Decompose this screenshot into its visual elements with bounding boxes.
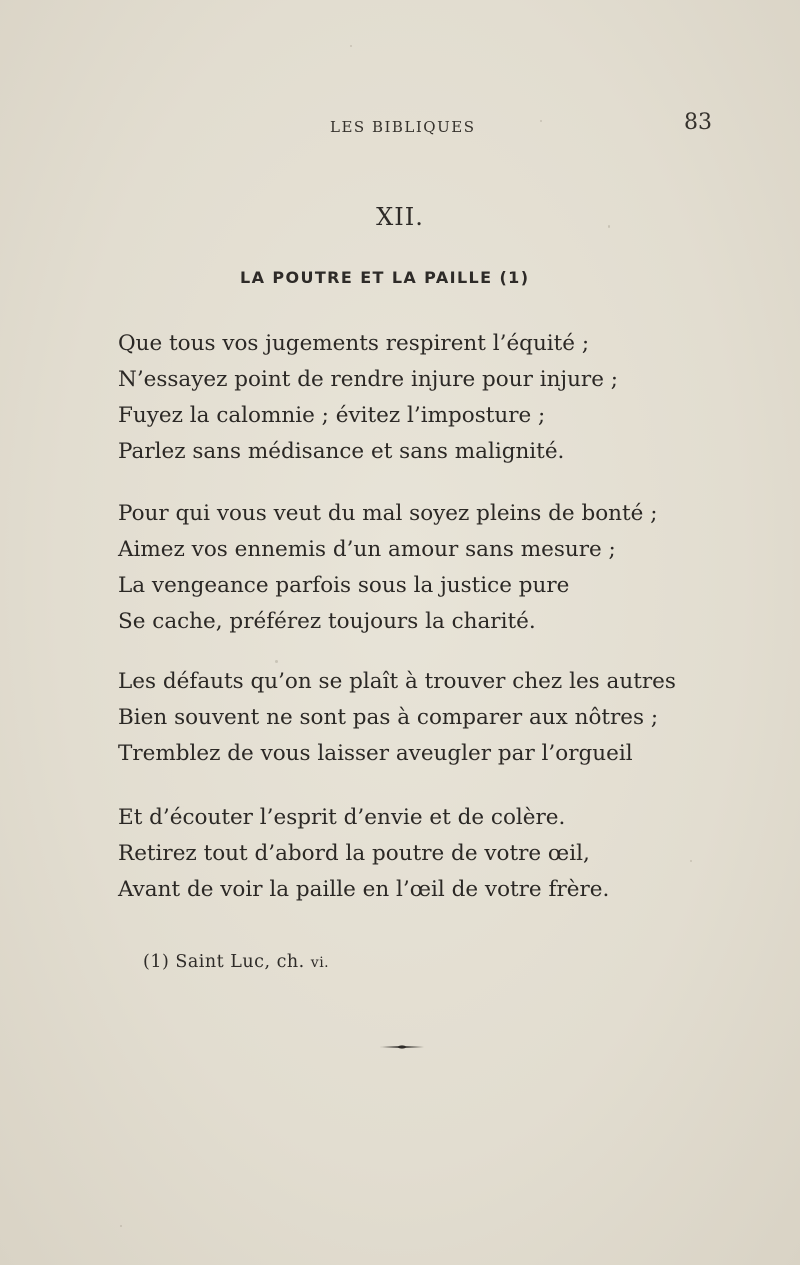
running-head: LES BIBLIQUES bbox=[330, 118, 476, 136]
poem-line: Et d’écouter l’esprit d’envie et de colère. bbox=[118, 805, 566, 830]
footnote bbox=[143, 952, 329, 972]
poem-line: Les défauts qu’on se plaît à trouver chez les autres bbox=[118, 669, 676, 694]
poem-line: Parlez sans médisance et sans malignité. bbox=[118, 439, 565, 464]
poem-line: Retirez tout d’abord la poutre de votre œil, bbox=[118, 841, 590, 866]
paper-speck bbox=[350, 45, 352, 47]
footnote-chapter: vi. bbox=[310, 955, 330, 971]
footnote-text: Saint Luc, ch. bbox=[175, 952, 305, 972]
paper-speck bbox=[120, 1225, 122, 1227]
paper-speck bbox=[540, 120, 542, 122]
poem-line: Bien souvent ne sont pas à comparer aux nôtres ; bbox=[118, 705, 659, 730]
poem-line: Se cache, préférez toujours la charité. bbox=[118, 609, 536, 634]
stanza-4 bbox=[118, 800, 609, 908]
paper-speck bbox=[275, 660, 278, 663]
poem-line: Tremblez de vous laisser aveugler par l’orgueil bbox=[118, 741, 633, 766]
paper-speck bbox=[690, 860, 692, 862]
poem-line: Que tous vos jugements respirent l’équité ; bbox=[118, 331, 590, 356]
poem-line: Fuyez la calomnie ; évitez l’imposture ; bbox=[118, 403, 546, 428]
poem-line: La vengeance parfois sous la justice pure bbox=[118, 573, 570, 598]
poem-line: Pour qui vous veut du mal soyez pleins de bonté ; bbox=[118, 501, 658, 526]
poem-line: N’essayez point de rendre injure pour injure ; bbox=[118, 367, 619, 392]
poem-title: LA POUTRE ET LA PAILLE (1) bbox=[240, 268, 530, 287]
section-number: XII. bbox=[376, 203, 424, 231]
stanza-1 bbox=[118, 326, 618, 470]
poem-line: Aimez vos ennemis d’un amour sans mesure ; bbox=[118, 537, 616, 562]
stanza-2 bbox=[118, 496, 657, 640]
stanza-3 bbox=[118, 664, 676, 772]
poem-line: Avant de voir la paille en l’œil de votre frère. bbox=[118, 877, 610, 902]
footnote-marker: (1) bbox=[143, 952, 170, 972]
page-number: 83 bbox=[684, 110, 712, 135]
tail-piece-rule-icon bbox=[378, 1040, 426, 1054]
